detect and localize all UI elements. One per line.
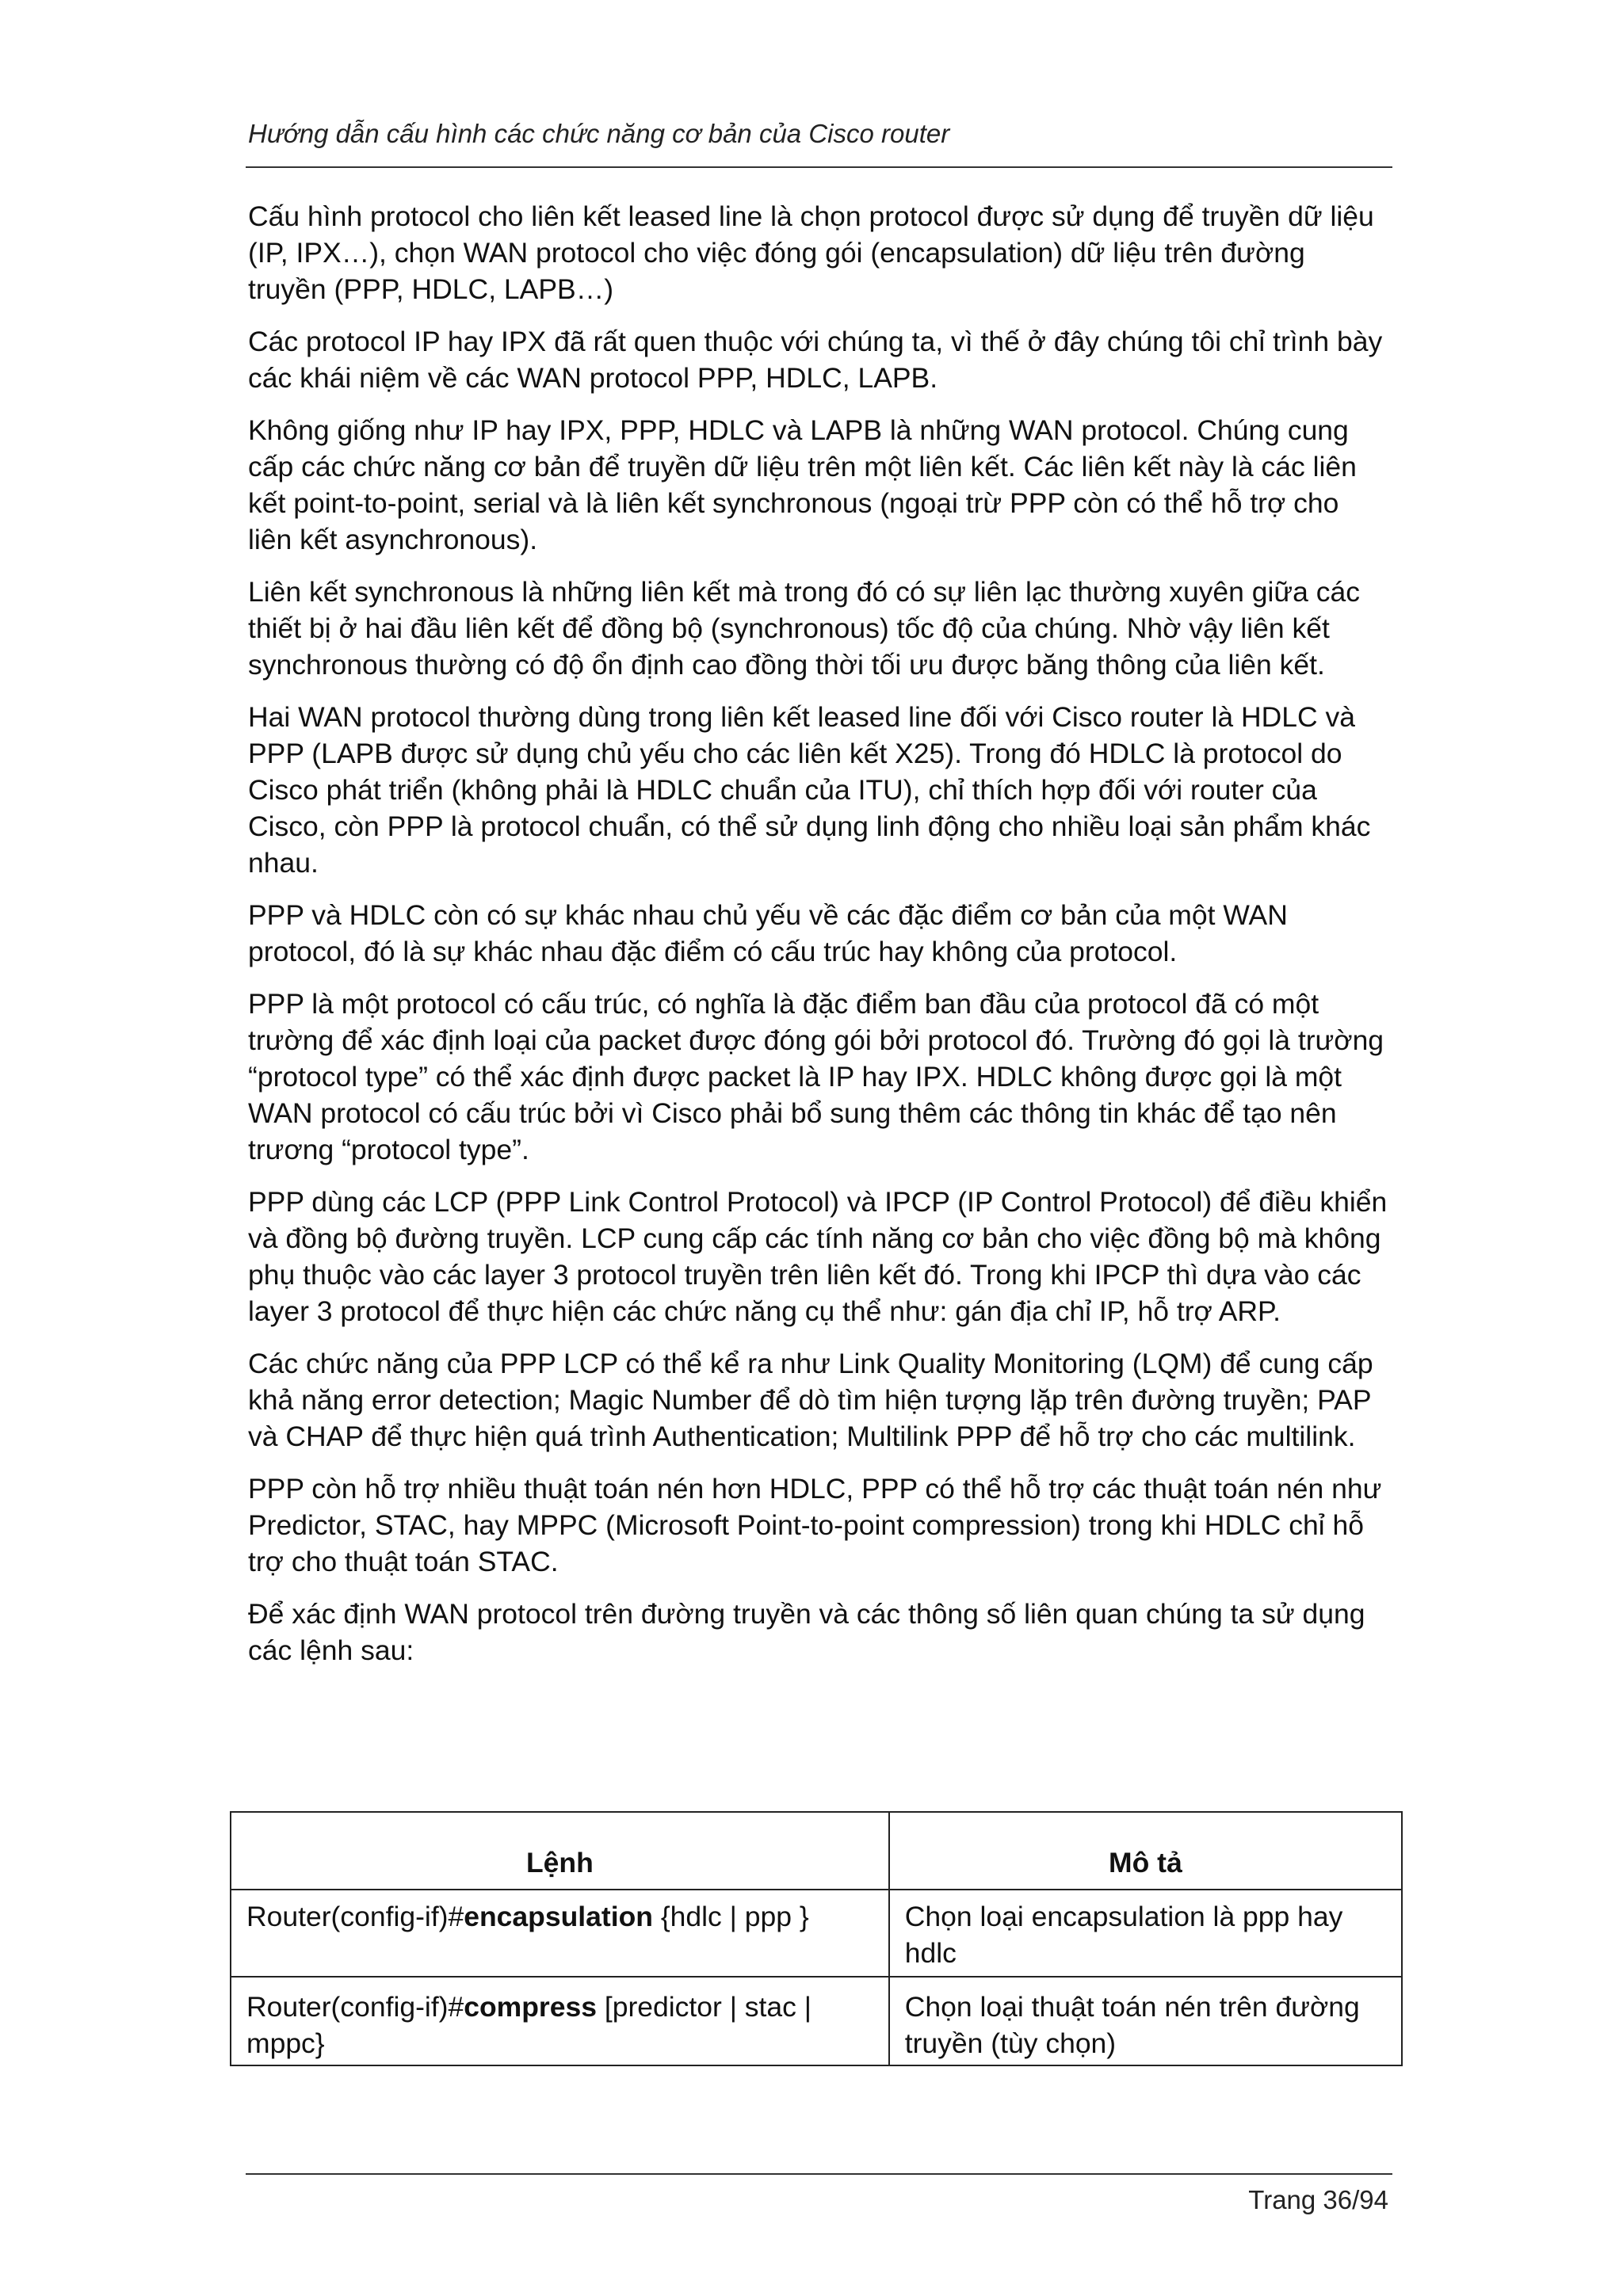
command-cell (231, 1977, 889, 2065)
column-header-command: Lệnh (231, 1812, 889, 1890)
command-args: {hdlc | ppp } (652, 1901, 809, 1932)
table-row (231, 1977, 1402, 2065)
footer-divider (246, 2173, 1392, 2175)
paragraph-2: Các protocol IP hay IPX đã rất quen thuộc với chúng ta, vì thế ở đây chúng tôi chỉ trình bày các khái niệm về các WAN protocol PPP, HDLC, LAPB. (248, 326, 1383, 394)
command-cell (231, 1890, 889, 1977)
page-number: Trang 36/94 (1248, 2185, 1388, 2214)
description-cell: Chọn loại thuật toán nén trên đường truyền (tùy chọn) (889, 1977, 1402, 2065)
paragraph-3: Không giống như IP hay IPX, PPP, HDLC và LAPB là những WAN protocol. Chúng cung cấp các chức năng cơ bản để truyền dữ liệu trên một liên kết. Các liên kết này là các liên kết point-to-point, serial và là liên kết synchronous (ngoại trừ PPP còn có thể hỗ trợ cho liên kết asynchronous). (248, 414, 1357, 555)
body-text (248, 198, 1389, 1684)
table-header-row (231, 1812, 1402, 1890)
document-title: Hướng dẫn cấu hình các chức năng cơ bản của Cisco router (248, 119, 950, 148)
description-cell: Chọn loại encapsulation là ppp hay hdlc (889, 1890, 1402, 1977)
command-keyword: compress (464, 1991, 597, 2023)
paragraph-1: Cấu hình protocol cho liên kết leased line là chọn protocol được sử dụng để truyền dữ liệu (IP, IPX…), chọn WAN protocol cho việc đóng gói (encapsulation) dữ liệu trên đường truyền (PPP, HDLC, LAPB…) (248, 200, 1374, 305)
paragraph-11: Để xác định WAN protocol trên đường truyền và các thông số liên quan chúng ta sử dụng các lệnh sau: (248, 1598, 1365, 1666)
column-header-description: Mô tả (889, 1812, 1402, 1890)
paragraph-6: PPP và HDLC còn có sự khác nhau chủ yếu về các đặc điểm cơ bản của một WAN protocol, đó là sự khác nhau đặc điểm có cấu trúc hay không của protocol. (248, 899, 1288, 967)
command-table (230, 1811, 1403, 2066)
paragraph-8: PPP dùng các LCP (PPP Link Control Protocol) và IPCP (IP Control Protocol) để điều khiển và đồng bộ đường truyền. LCP cung cấp các tính năng cơ bản cho việc đồng bộ mà không phụ thuộc vào các layer 3 protocol truyền trên liên kết đó. Trong khi IPCP thì dựa vào các layer 3 protocol để thực hiện các chức năng cụ thể như: gán địa chỉ IP, hỗ trợ ARP. (248, 1186, 1388, 1327)
command-prefix: Router(config-if)# (246, 1991, 464, 2023)
paragraph-9: Các chức năng của PPP LCP có thể kể ra như Link Quality Monitoring (LQM) để cung cấp khả năng error detection; Magic Number để dò tìm hiện tượng lặp trên đường truyền; PAP và CHAP để thực hiện quá trình Authentication; Multilink PPP để hỗ trợ cho các multilink. (248, 1348, 1373, 1452)
paragraph-7: PPP là một protocol có cấu trúc, có nghĩa là đặc điểm ban đầu của protocol đã có một trường để xác định loại của packet được đóng gói bởi protocol đó. Trường đó gọi là trường “protocol type” có thể xác định được packet là IP hay IPX. HDLC không được gọi là một WAN protocol có cấu trúc bởi vì Cisco phải bổ sung thêm các thông tin khác để tạo nên trương “protocol type”. (248, 988, 1384, 1165)
header-divider (246, 166, 1392, 168)
table-row (231, 1890, 1402, 1977)
command-args: [predictor | stac | mppc} (246, 1991, 812, 2059)
paragraph-4: Liên kết synchronous là những liên kết mà trong đó có sự liên lạc thường xuyên giữa các thiết bị ở hai đầu liên kết để đồng bộ (synchronous) tốc độ của chúng. Nhờ vậy liên kết synchronous thường có độ ổn định cao đồng thời tối ưu được băng thông của liên kết. (248, 576, 1361, 681)
command-keyword: encapsulation (464, 1901, 653, 1932)
command-prefix: Router(config-if)# (246, 1901, 464, 1932)
paragraph-10: PPP còn hỗ trợ nhiều thuật toán nén hơn HDLC, PPP có thể hỗ trợ các thuật toán nén như Predictor, STAC, hay MPPC (Microsoft Point-to-point compression) trong khi HDLC chỉ hỗ trợ cho thuật toán STAC. (248, 1473, 1382, 1577)
paragraph-5: Hai WAN protocol thường dùng trong liên kết leased line đối với Cisco router là HDLC và PPP (LAPB được sử dụng chủ yếu cho các liên kết X25). Trong đó HDLC là protocol do Cisco phát triển (không phải là HDLC chuẩn của ITU), chỉ thích hợp đối với router của Cisco, còn PPP là protocol chuẩn, có thể sử dụng linh động cho nhiều loại sản phẩm khác nhau. (248, 701, 1371, 879)
